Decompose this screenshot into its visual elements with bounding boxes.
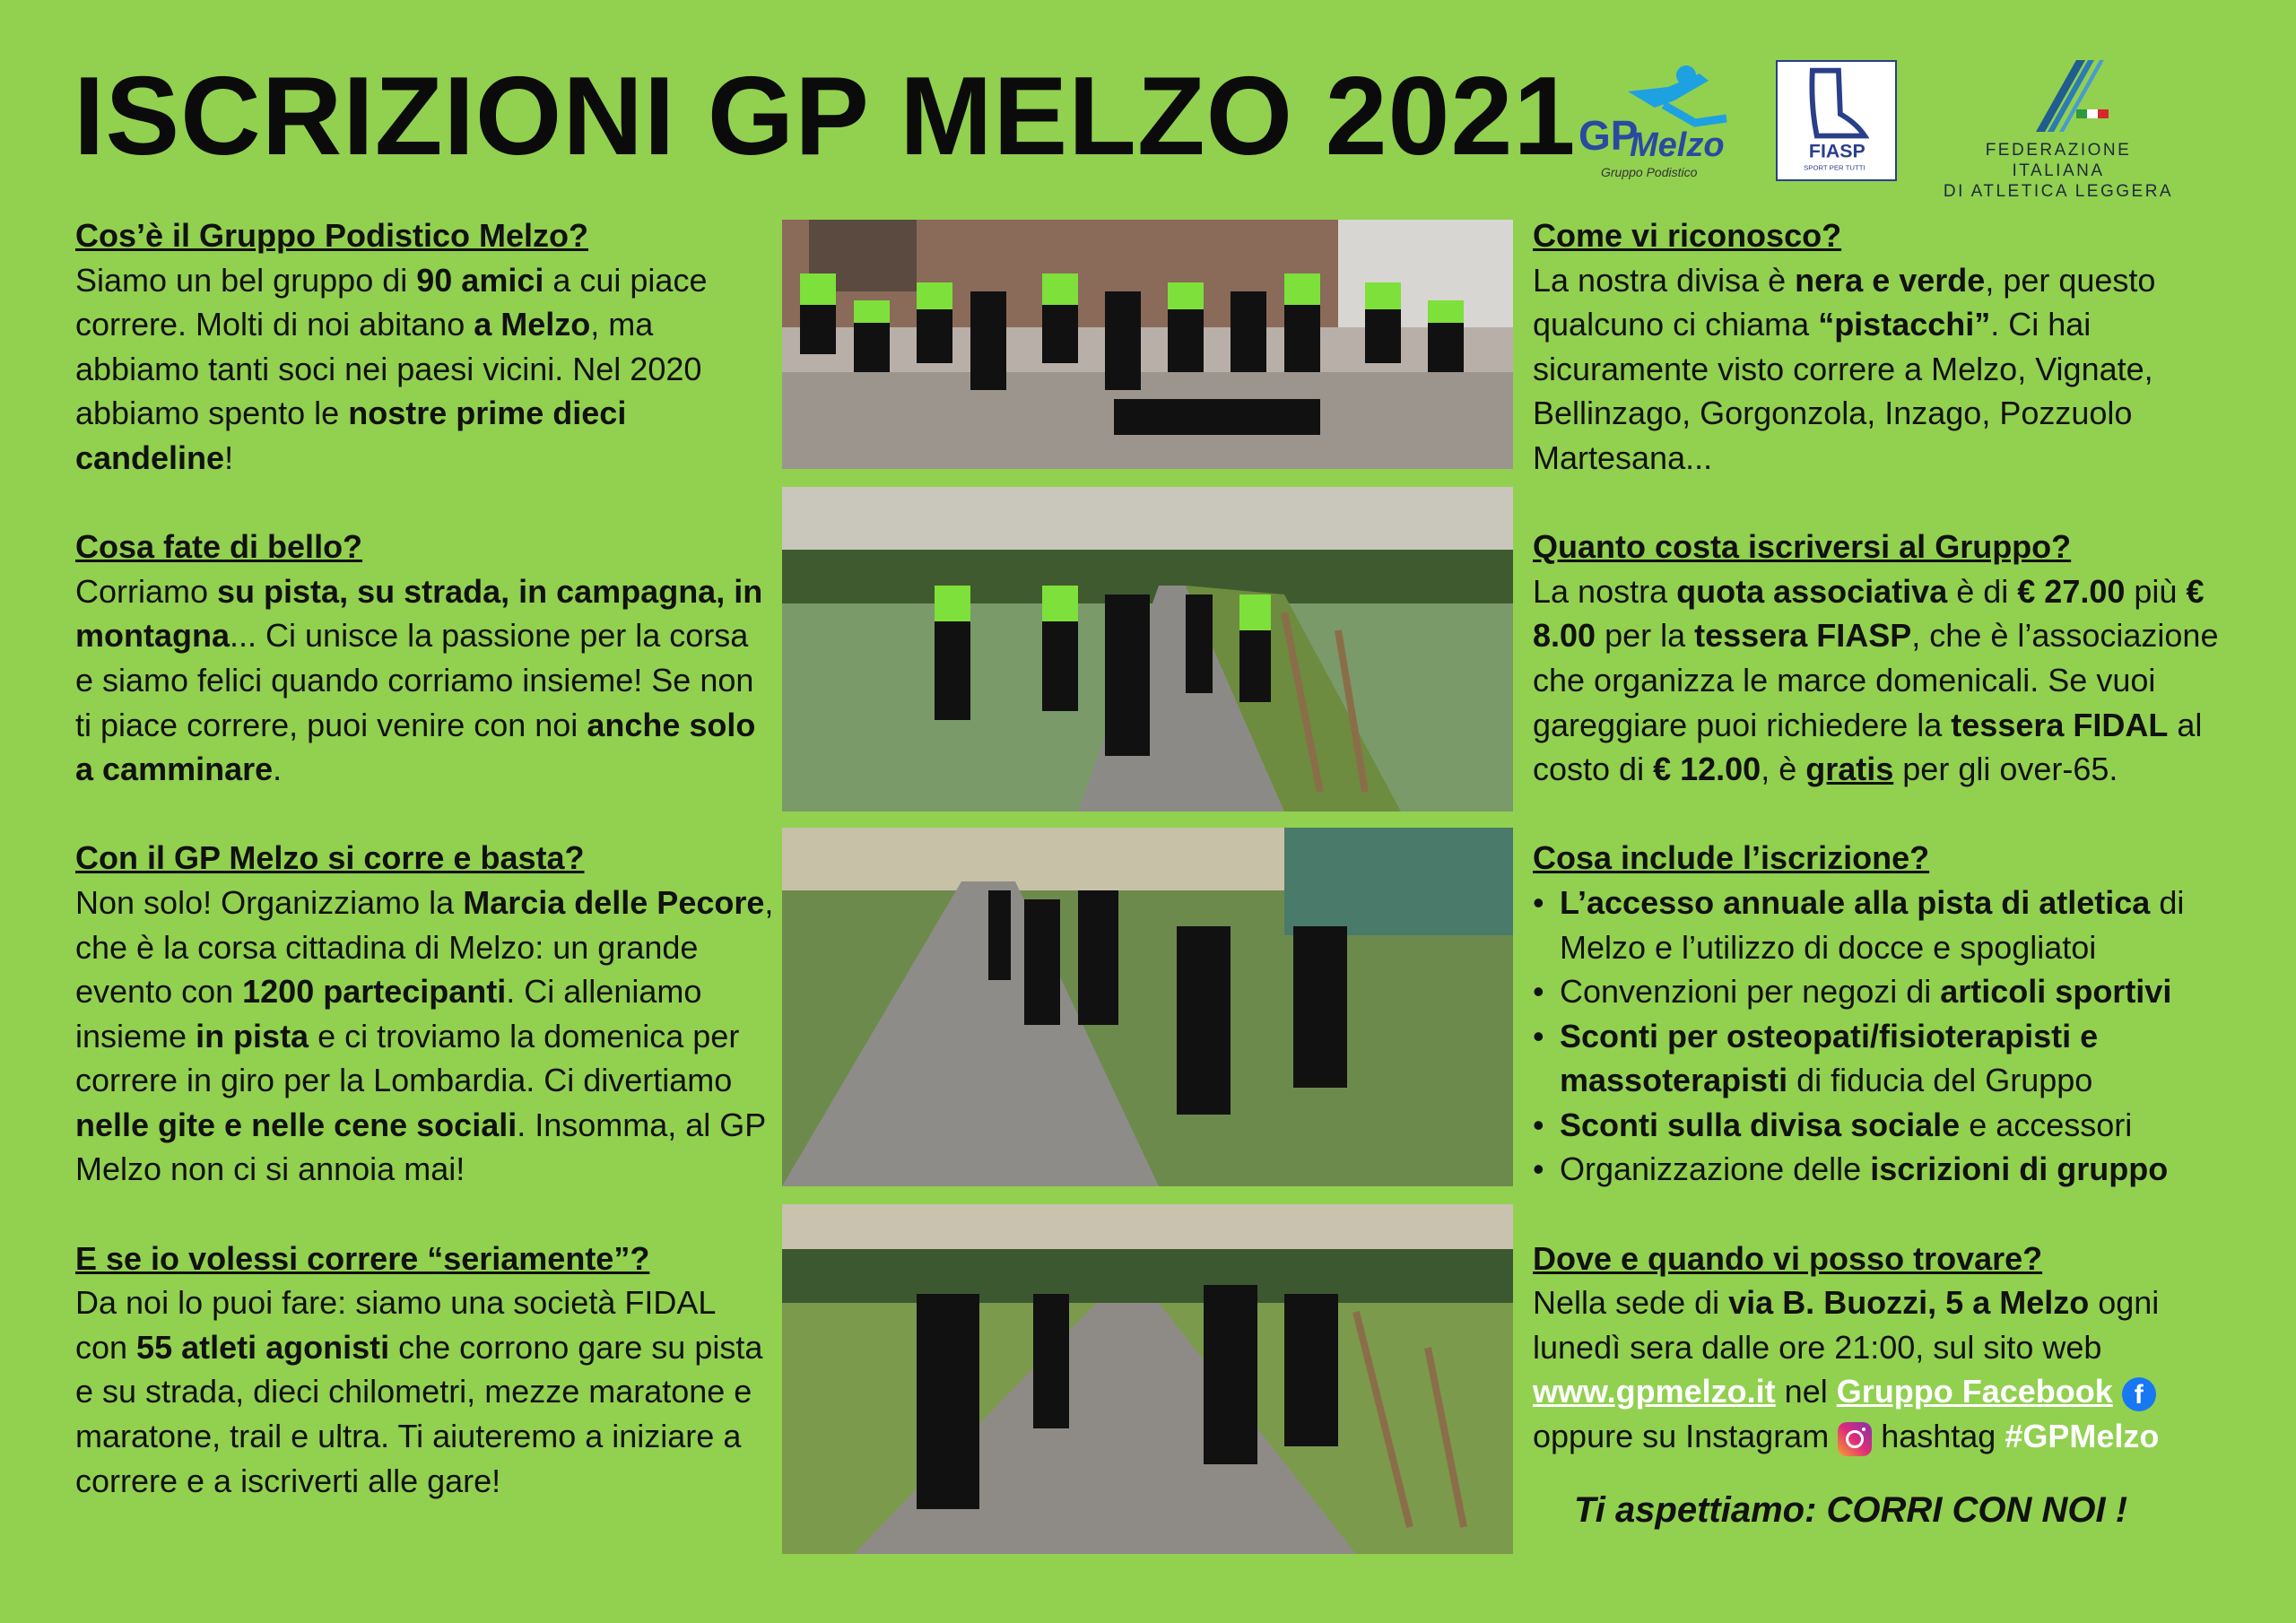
facebook-group-link[interactable]: Gruppo Facebook xyxy=(1836,1373,2113,1410)
right-column xyxy=(1533,213,2232,1459)
list-item: • L’accesso annuale alla pista di atletica di Melzo e l’utilizzo di docce e spogliatoi xyxy=(1533,881,2232,969)
instagram-icon[interactable] xyxy=(1838,1422,1872,1456)
section-heading: Come vi riconosco? xyxy=(1533,217,1842,254)
section-heading: Cosa include l’iscrizione? xyxy=(1533,839,1930,877)
section-body: Siamo un bel gruppo di 90 amici a cui piace correre. Molti di noi abitano a Melzo, ma abbiamo tanti soci nei paesi vicini. Nel 2020 abbiamo spento le nostre prime dieci candeline! xyxy=(75,261,708,476)
section-dove xyxy=(1533,1237,2232,1459)
section-body: Non solo! Organizziamo la Marcia delle Pecore, che è la corsa cittadina di Melzo: un grande evento con 1200 partecipanti. Ci alleniamo insieme in pista e ci troviamo la domenica per correre in giro per la Lombardia. Ci divertiamo nelle gite e nelle cene sociali. Insomma, al GP Melzo non ci si annoia mai! xyxy=(75,883,774,1188)
photo-road-run-2 xyxy=(782,828,1513,1186)
section-eventi xyxy=(75,836,775,1192)
section-iscrizione xyxy=(1533,836,2232,1192)
fidal-logo xyxy=(1942,56,2175,201)
photo-road-run-1 xyxy=(782,487,1513,812)
fidal-line-1: FEDERAZIONE ITALIANA xyxy=(1985,141,2132,180)
fiasp-logo-sub: SPORT PER TUTTI xyxy=(1804,163,1866,172)
gp-logo-text: GP xyxy=(1578,112,1639,159)
section-body: Corriamo su pista, su strada, in campagna, in montagna... Ci unisce la passione per la corsa e siamo felici quando corriamo insieme! Se non ti piace correre, puoi venire con noi anche solo a camminare. xyxy=(75,572,763,788)
gp-logo-sub: Gruppo Podistico xyxy=(1601,165,1698,179)
section-heading: Quanto costa iscriversi al Gruppo? xyxy=(1533,528,2072,566)
fidal-line-2: DI ATLETICA LEGGERA xyxy=(1943,181,2174,201)
slogan: Ti aspettiamo: CORRI CON NOI ! xyxy=(1574,1490,2128,1530)
section-costi xyxy=(1533,525,2232,792)
logos-bar xyxy=(1574,56,2184,201)
section-attivita xyxy=(75,525,775,792)
page-title: ISCRIZIONI GP MELZO 2021 xyxy=(74,55,1577,178)
benefits-list xyxy=(1533,881,2232,1192)
left-column xyxy=(75,213,775,1503)
section-chi-siamo xyxy=(75,213,775,481)
gp-melzo-logo xyxy=(1574,56,1731,186)
section-heading: E se io volessi correre “seriamente”? xyxy=(75,1239,650,1277)
section-agonismo xyxy=(75,1237,775,1504)
section-heading: Cosa fate di bello? xyxy=(75,528,363,566)
list-item: • Sconti sulla divisa sociale e accessori xyxy=(1533,1103,2232,1148)
list-item: • Organizzazione delle iscrizioni di gruppo xyxy=(1533,1147,2232,1192)
section-divisa xyxy=(1533,213,2232,481)
hashtag: #GPMelzo xyxy=(2005,1418,2160,1455)
fiasp-logo-text: FIASP xyxy=(1808,140,1866,162)
fiasp-logo xyxy=(1776,60,1897,181)
list-item: • Sconti per osteopati/fisioterapisti e massoterapisti di fiducia del Gruppo xyxy=(1533,1014,2232,1103)
gp-logo-melzo: Melzo xyxy=(1630,126,1725,164)
section-heading: Con il GP Melzo si corre e basta? xyxy=(75,839,585,877)
facebook-icon[interactable]: f xyxy=(2122,1377,2156,1411)
section-body: Da noi lo puoi fare: siamo una società FIDAL con 55 atleti agonisti che corrono gare su pista e su strada, dieci chilometri, mezze maratone e maratone, trail e ultra. Ti aiuteremo a iniziare a correre e a iscriverti alle gare! xyxy=(75,1284,763,1499)
website-link[interactable]: www.gpmelzo.it xyxy=(1533,1373,1776,1410)
section-body: Nella sede di via B. Buozzi, 5 a Melzo ogni lunedì sera dalle ore 21:00, sul sito web www.gpmelzo.it nel Gruppo Facebook f oppure su Instagram hashtag #GPMelzo xyxy=(1533,1284,2160,1455)
photo-road-run-3 xyxy=(782,1204,1513,1554)
list-item: • Convenzioni per negozi di articoli sportivi xyxy=(1533,969,2232,1014)
section-heading: Dove e quando vi posso trovare? xyxy=(1533,1239,2043,1277)
photo-group xyxy=(782,220,1513,469)
section-heading: Cos’è il Gruppo Podistico Melzo? xyxy=(75,217,589,254)
section-body: La nostra quota associativa è di € 27.00 più € 8.00 per la tessera FIASP, che è l’associazione che organizza le marce domenicali. Se vuoi gareggiare puoi richiedere la tessera FIDAL al costo di € 12.00, è gratis per gli over-65. xyxy=(1533,572,2219,788)
section-body: La nostra divisa è nera e verde, per questo qualcuno ci chiama “pistacchi”. Ci hai sicuramente visto correre a Melzo, Vignate, Bellinzago, Gorgonzola, Inzago, Pozzuolo Martesana... xyxy=(1533,261,2156,476)
